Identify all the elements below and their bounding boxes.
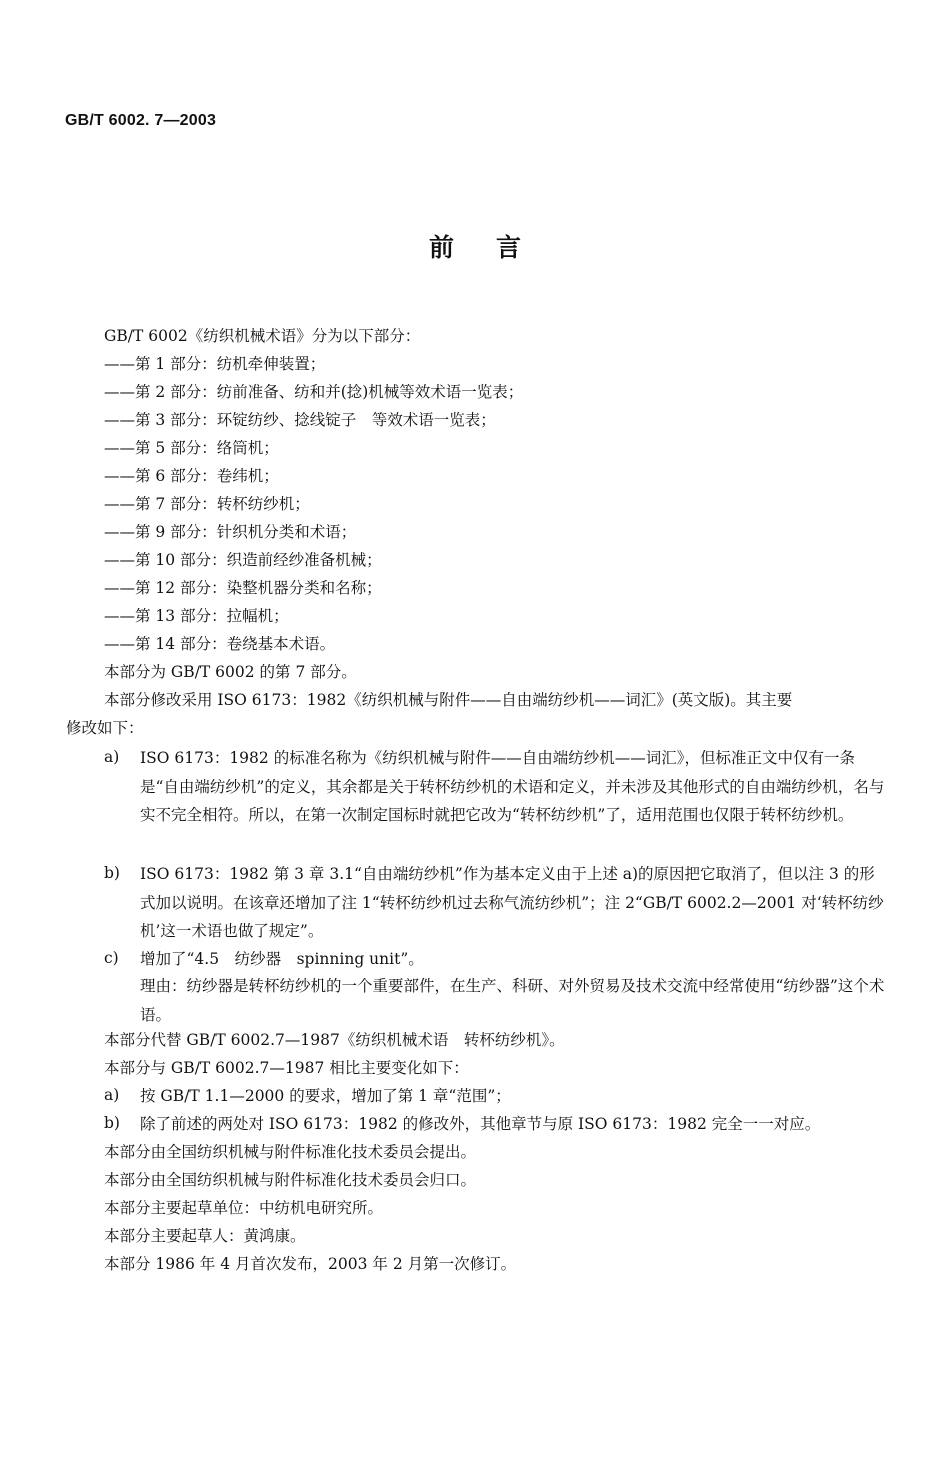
change-label-b: b) [104,1114,120,1132]
mod-item-a: ISO 6173：1982 的标准名称为《纺织机械与附件——自由端纺纱机——词汇》，但标准正文中仅有一条是“自由端纺纱机”的定义，其余都是关于转杯纺纱机的术语和定义，并未涉及其他形式的自由端纺纱机，名与实不完全相符。所以，在第一次制定国标时就把它改为“转杯纺纱机”了，适用范围也仅限于转杯纺纱机。 [140,749,885,824]
part-list-item: ——第 2 部分：纺前准备、纺和并(捻)机械等效术语一览表； [104,383,524,401]
part-list-item: ——第 12 部分：染整机器分类和名称； [104,579,382,597]
part-list-item: ——第 1 部分：纺机牵伸装置； [104,355,326,373]
drafting-unit: 本部分主要起草单位：中纺机电研究所。 [104,1199,384,1217]
intro-paragraph: GB/T 6002《纺织机械术语》分为以下部分： [104,327,421,345]
part-list-item: ——第 7 部分：转杯纺纱机； [104,495,310,513]
mod-item-c: 增加了“4.5 纺纱器 spinning unit”。 [140,950,424,968]
change-item-a: 按 GB/T 1.1—2000 的要求，增加了第 1 章“范围”； [140,1087,511,1105]
mod-reason: 理由：纺纱器是转杯纺纱机的一个重要部件，在生产、科研、对外贸易及技术交流中经常使用“纺纱器”这个术语。 [140,977,885,1024]
modify-paragraph-line2: 修改如下： [66,719,144,737]
changes-intro: 本部分与 GB/T 6002.7—1987 相比主要变化如下： [104,1059,469,1077]
mod-label-b: b) [104,864,120,882]
history: 本部分 1986 年 4 月首次发布，2003 年 2 月第一次修订。 [104,1255,517,1273]
mod-item-b: ISO 6173：1982 第 3 章 3.1“自由端纺纱机”作为基本定义由于上述 a)的原因把它取消了，但以注 3 的形式加以说明。在该章还增加了注 1“转杯纺纱机过去称气流纺纱机”；注 2“GB/T 6002.2—2001 对‘转杯纺纱机’这一术语也做了规定”。 [140,865,884,940]
change-label-a: a) [104,1086,120,1104]
part-list-item: ——第 9 部分：针织机分类和术语； [104,523,357,541]
replaces-paragraph: 本部分代替 GB/T 6002.7—1987《纺织机械术语 转杯纺纱机》。 [104,1031,565,1049]
part-list-item: ——第 6 部分：卷纬机； [104,467,279,485]
change-item-b: 除了前述的两处对 ISO 6173：1982 的修改外，其他章节与原 ISO 6173：1982 完全一一对应。 [140,1115,821,1133]
page-title: 前言 [428,233,563,262]
mod-label-a: a) [104,748,120,766]
part-list-item: ——第 10 部分：织造前经纱准备机械； [104,551,382,569]
standard-number-header: GB/T 6002. 7—2003 [65,112,217,129]
mod-label-c: c) [104,949,119,967]
part-list-item: ——第 14 部分：卷绕基本术语。 [104,635,336,653]
part-list-item: ——第 3 部分：环锭纺纱、捻线锭子 等效术语一览表； [104,411,496,429]
managed-by: 本部分由全国纺织机械与附件标准化技术委员会归口。 [104,1171,477,1189]
part-list-item: ——第 13 部分：拉幅机； [104,607,289,625]
part7-paragraph: 本部分为 GB/T 6002 的第 7 部分。 [104,663,357,681]
part-list-item: ——第 5 部分：络筒机； [104,439,279,457]
modify-paragraph-line1: 本部分修改采用 ISO 6173：1982《纺织机械与附件——自由端纺纱机——词汇》(英文版)。其主要 [104,691,793,709]
proposed-by: 本部分由全国纺织机械与附件标准化技术委员会提出。 [104,1143,477,1161]
drafter: 本部分主要起草人：黄鸿康。 [104,1227,306,1245]
